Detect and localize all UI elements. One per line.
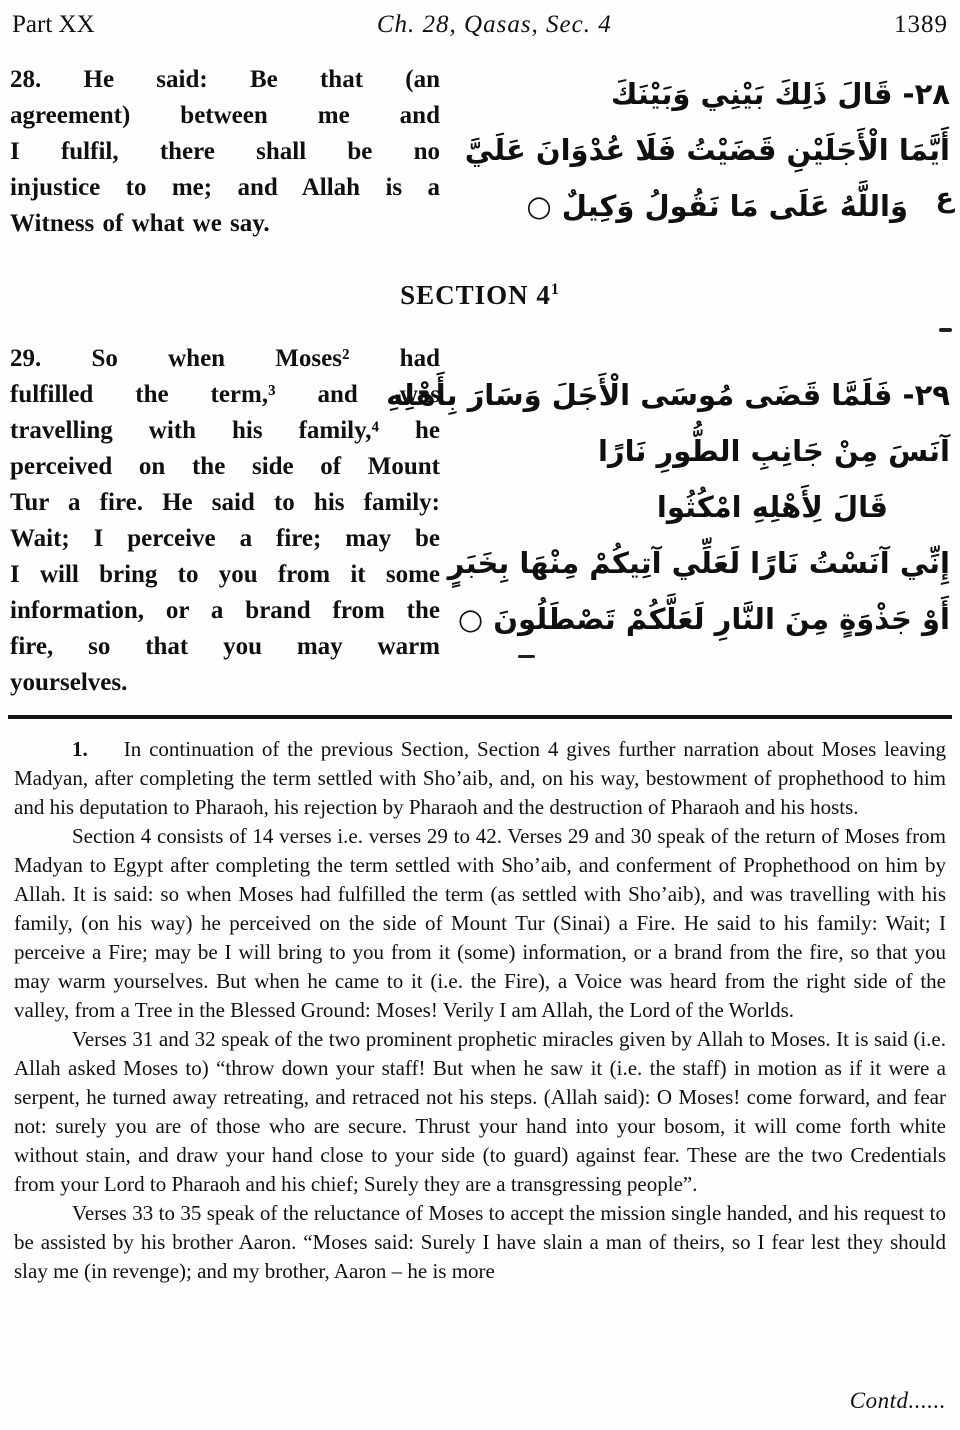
verse-line: Witness of what we say. (10, 210, 270, 237)
arabic-line: وَاللَّهُ عَلَى مَا نَقُولُ وَكِيلٌ ○ (526, 189, 908, 223)
footnotes-section (8, 719, 952, 1286)
verse-line: information, or a brand from the (10, 597, 440, 624)
section-heading (8, 280, 952, 311)
chapter-title: Ch. 28, Qasas, Sec. 4 (376, 11, 612, 38)
footnote-text: In continuation of the previous Section, Section 4 gives further narration about Moses leaving Madyan, after completing the term settled with Sho’aib, and, on his way, bestowment of prophethood to him and his deputation to Pharaoh, his rejection by Pharaoh and the destruction of Pharaoh and his hosts. (14, 737, 946, 819)
verse-line: Tur a fire. He said to his family: (10, 489, 440, 516)
footnote-paragraph (14, 822, 946, 1025)
arabic-line: آنَسَ مِنْ جَانِبِ الطُّورِ نَارًا (597, 434, 950, 468)
arabic-line: أَوْ جَذْوَةٍ مِنَ النَّارِ لَعَلَّكُمْ تَصْطَلُونَ ○ (457, 602, 950, 636)
verse-29-row (8, 341, 952, 701)
verse-29-arabic (386, 367, 950, 701)
page-header (8, 8, 952, 40)
verse-29-english (10, 341, 440, 701)
arabic-line: ٢٩- فَلَمَّا قَضَى مُوسَى الْأَجَلَ وَسَارَ بِأَهْلِهِ (386, 378, 950, 412)
footnote-paragraph (14, 1025, 946, 1199)
verse-line: perceived on the side of Mount (10, 453, 440, 480)
footnote-number: 1. (72, 737, 88, 761)
verse-line: Wait; I perceive a fire; may be (10, 525, 440, 552)
verse-28-english (10, 62, 440, 242)
footnote-text: Verses 33 to 35 speak of the reluctance of Moses to accept the mission single handed, and his request to be assisted by his brother Aaron. “Moses said: Surely I have slain a man of theirs, so I fear lest they should slay me (in revenge); and my brother, Aaron – he is more (14, 1201, 946, 1283)
arabic-line: ٢٨- قَالَ ذَلِكَ بَيْنِي وَبَيْنَكَ (610, 77, 950, 111)
arabic-line: قَالَ لِأَهْلِهِ امْكُثُوا (656, 490, 888, 524)
verse-28-arabic (464, 66, 954, 242)
arabic-line: أَيَّمَا الْأَجَلَيْنِ قَضَيْتُ فَلَا عُدْوَانَ عَلَيَّ (464, 133, 950, 167)
verse-28-row (8, 62, 952, 242)
footnote-paragraph (14, 735, 946, 822)
verse-line: travelling with his family,⁴ he (10, 417, 440, 444)
scan-mark (518, 655, 535, 658)
arabic-line: إِنِّي آنَسْتُ نَارًا لَعَلِّي آتِيكُمْ مِنْهَا بِخَبَرٍ (447, 546, 950, 580)
verse-line: agreement) between me and (10, 102, 440, 129)
verse-line: 28. He said: Be that (an (10, 66, 440, 93)
page-number: 1389 (894, 11, 948, 38)
footnote-text: Section 4 consists of 14 verses i.e. verses 29 to 42. Verses 29 and 30 speak of the return of Moses from Madyan to Egypt after completing the term settled with Sho’aib, and conferment of Prophethood on him by Allah. It is said: so when Moses had fulfilled the term (as settled with Sho’aib), and was travelling with his family, (on his way) he perceived on the side of Mount Tur (Sinai) a Fire. He said to his family: Wait; I perceive a Fire; may be I will bring to you from it (some) information, or a brand from the fire, so that you may warm yourselves. But when he came to it (i.e. the Fire), a Voice was heard from the right side of the valley, from a Tree in the Blessed Ground: Moses! Verily I am Allah, the Lord of the Worlds. (14, 824, 946, 1022)
footnote-text: Verses 31 and 32 speak of the two prominent prophetic miracles given by Allah to Moses. It is said (i.e. Allah asked Moses to) “throw down your staff! But when he saw it (i.e. the staff) in motion as if it were a serpent, he turned away retreating, and retraced not his steps. (Allah said): O Moses! come forward, and fear not: surely you are of those who are secure. Thrust your hand into your bosom, it will come forth white without stain, and draw your hand close to your side (to guard) against fear. These are the two Credentials from your Lord to Pharaoh and his chief; Surely they are a transgressing people”. (14, 1027, 946, 1196)
verse-line: I will bring to you from it some (10, 561, 440, 588)
scan-mark (939, 328, 952, 332)
section-title: SECTION 4 (400, 280, 551, 310)
verse-line: fulfilled the term,³ and was (10, 381, 440, 408)
verse-line: I fulfil, there shall be no (10, 138, 440, 165)
verse-line: fire, so that you may warm (10, 633, 440, 660)
verse-line: injustice to me; and Allah is a (10, 174, 440, 201)
continued-label: Contd...... (849, 1388, 946, 1413)
verse-line: 29. So when Moses² had (10, 345, 440, 372)
section-footnote-ref: 1 (550, 281, 560, 298)
part-label: Part XX (12, 11, 95, 38)
verse-line: yourselves. (10, 669, 128, 696)
ruku-marker: ع (935, 183, 954, 214)
footnote-paragraph (14, 1199, 946, 1286)
